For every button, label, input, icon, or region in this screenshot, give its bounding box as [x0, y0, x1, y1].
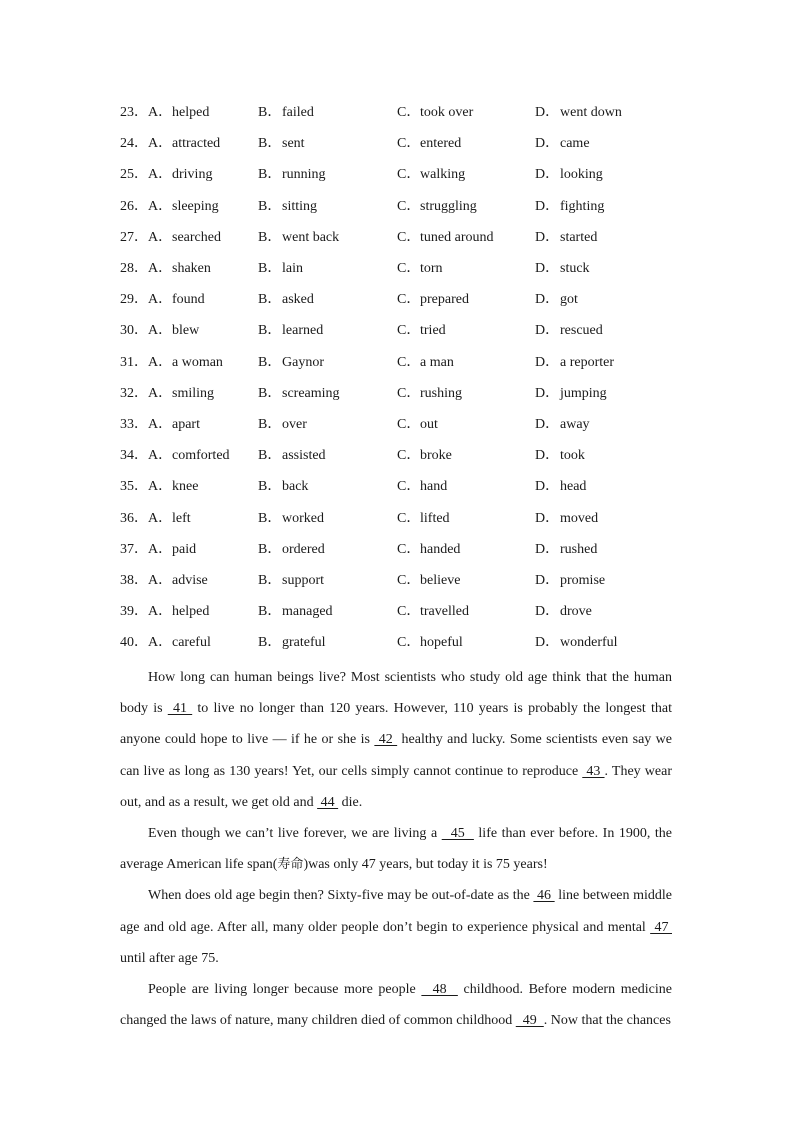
option-b-text: lain	[282, 261, 303, 276]
option-b-letter: B．	[258, 198, 282, 214]
option-d-letter: D．	[535, 448, 560, 464]
option-c-text: hopeful	[420, 635, 463, 651]
option-a-text: helped	[172, 604, 210, 620]
option-c-letter: C．	[397, 198, 421, 214]
option-row	[0, 228, 794, 259]
passage-text: die.	[338, 794, 363, 810]
option-a-text: driving	[172, 167, 213, 183]
option-d-text: rushed	[560, 541, 598, 557]
question-number: 26．A．	[120, 198, 173, 214]
option-c-text: travelled	[420, 604, 469, 620]
option-c-letter: C．	[397, 261, 421, 276]
option-c-text: lifted	[420, 510, 450, 526]
passage-text: . They wear out, and as a result, we get old and	[120, 763, 672, 810]
passage-text: healthy and lucky. Some scientists even say we can live as long as 130 years! Yet, our cells simply cannot continue to reproduce	[120, 732, 673, 779]
passage-text: to live no longer than 120 years. However, 110 years is probably the longest that anyone could hope to live — if he or she is	[120, 701, 673, 748]
option-b-text: worked	[282, 510, 324, 526]
option-c-letter: C．	[397, 385, 421, 401]
option-row	[0, 353, 794, 384]
option-b-letter: B．	[258, 292, 282, 308]
option-a-text: smiling	[172, 385, 215, 401]
option-b-text: assisted	[282, 448, 326, 464]
option-row	[0, 259, 794, 290]
passage-text: Even though we can’t live forever, we are living a	[148, 826, 442, 842]
option-row	[0, 446, 794, 477]
option-b-letter: B．	[258, 354, 282, 370]
passage-text: )was only 47 years, but today it is 75 years!	[303, 857, 548, 873]
option-c-letter: C．	[397, 105, 421, 120]
option-a-text: found	[172, 292, 205, 308]
option-b-letter: B．	[258, 105, 282, 120]
blank-43: 43	[582, 763, 605, 779]
option-b-letter: B．	[258, 417, 282, 432]
question-number: 36．A．	[120, 510, 173, 526]
option-b-letter: B．	[258, 136, 282, 152]
option-b-text: went back	[282, 229, 340, 245]
option-c-text: out	[420, 417, 438, 432]
option-c-text: hand	[420, 479, 448, 495]
option-c-letter: C．	[397, 136, 421, 152]
option-c-letter: C．	[397, 292, 421, 308]
option-c-letter: C．	[397, 604, 421, 620]
option-d-letter: D．	[535, 229, 560, 245]
option-b-letter: B．	[258, 261, 282, 276]
option-d-text: rescued	[560, 323, 603, 339]
question-number: 25．A．	[120, 167, 173, 183]
option-b-letter: B．	[258, 448, 282, 464]
option-b-text: managed	[282, 604, 333, 620]
option-row	[0, 134, 794, 165]
option-d-text: a reporter	[560, 354, 615, 370]
option-c-text: walking	[420, 167, 466, 183]
question-number: 27．A．	[120, 229, 173, 245]
option-b-text: grateful	[282, 635, 326, 651]
option-d-text: head	[560, 479, 587, 495]
option-row	[0, 477, 794, 508]
option-b-text: back	[282, 479, 309, 495]
question-number: 29．A．	[120, 292, 173, 308]
option-b-text: failed	[282, 105, 314, 120]
option-d-letter: D．	[535, 541, 560, 557]
option-c-text: rushing	[420, 385, 462, 401]
option-d-text: promise	[560, 573, 606, 588]
blank-41: 41	[167, 701, 193, 717]
option-b-letter: B．	[258, 510, 282, 526]
question-number: 33．A．	[120, 417, 173, 432]
passage-text: line between middle age and old age. After all, many older people don’t begin to experience physical and mental	[120, 888, 672, 935]
option-c-text: tried	[420, 323, 446, 339]
chinese-gloss: 寿命	[277, 857, 304, 873]
question-number: 28．A．	[120, 261, 173, 276]
option-row	[0, 384, 794, 415]
question-number: 38．A．	[120, 573, 173, 588]
blank-49: 49	[515, 1013, 544, 1029]
option-b-letter: B．	[258, 167, 282, 183]
option-a-text: shaken	[172, 261, 211, 276]
option-c-letter: C．	[397, 510, 421, 526]
blank-48: 48	[421, 982, 458, 998]
blank-47: 47	[650, 919, 672, 935]
question-number: 34．A．	[120, 448, 173, 464]
option-d-text: wonderful	[560, 635, 618, 651]
option-d-text: got	[560, 292, 578, 308]
question-number: 40．A．	[120, 635, 173, 651]
option-b-letter: B．	[258, 479, 282, 495]
option-b-text: sitting	[282, 198, 318, 214]
option-d-letter: D．	[535, 261, 560, 276]
question-number: 23．A．	[120, 105, 173, 120]
option-c-text: a man	[420, 354, 454, 370]
passage-text: When does old age begin then? Sixty-five may be out-of-date as the	[148, 888, 534, 904]
option-row	[0, 602, 794, 633]
option-d-text: drove	[560, 604, 592, 620]
option-c-letter: C．	[397, 417, 421, 432]
question-number: 32．A．	[120, 385, 173, 401]
option-b-text: sent	[282, 136, 305, 152]
option-d-letter: D．	[535, 167, 560, 183]
option-a-text: advise	[172, 573, 208, 588]
option-row	[0, 571, 794, 602]
passage-text: People are living longer because more people	[148, 982, 422, 998]
option-a-text: helped	[172, 105, 210, 120]
option-c-text: tuned around	[420, 229, 494, 245]
option-d-letter: D．	[535, 573, 560, 588]
option-d-letter: D．	[535, 385, 560, 401]
option-d-text: took	[560, 448, 585, 464]
option-row	[0, 103, 794, 134]
option-c-text: torn	[420, 261, 443, 276]
option-d-text: went down	[560, 105, 622, 120]
option-a-text: apart	[172, 417, 200, 432]
option-row	[0, 540, 794, 571]
option-c-letter: C．	[397, 573, 421, 588]
option-b-text: over	[282, 417, 307, 432]
option-row	[0, 165, 794, 196]
option-d-letter: D．	[535, 354, 560, 370]
option-a-text: searched	[172, 229, 221, 245]
option-b-text: ordered	[282, 541, 325, 557]
option-d-text: jumping	[560, 385, 607, 401]
option-c-letter: C．	[397, 635, 421, 651]
option-c-text: believe	[420, 573, 461, 588]
option-c-letter: C．	[397, 448, 421, 464]
blank-44: 44	[317, 794, 339, 810]
passage-text: childhood. Before modern medicine changed the laws of nature, many children died of common childhood	[120, 982, 673, 1029]
option-c-text: entered	[420, 136, 462, 152]
option-c-text: struggling	[420, 198, 477, 214]
option-b-letter: B．	[258, 541, 282, 557]
option-c-letter: C．	[397, 229, 421, 245]
option-b-letter: B．	[258, 385, 282, 401]
option-a-text: left	[172, 510, 191, 526]
option-row	[0, 321, 794, 352]
question-number: 39．A．	[120, 604, 173, 620]
option-c-text: prepared	[420, 292, 469, 308]
option-c-text: broke	[420, 448, 452, 464]
option-c-text: took over	[420, 105, 474, 120]
option-c-letter: C．	[397, 167, 421, 183]
option-d-letter: D．	[535, 105, 560, 120]
option-b-text: asked	[282, 292, 314, 308]
question-number: 24．A．	[120, 136, 173, 152]
option-b-text: learned	[282, 323, 324, 339]
option-b-text: support	[282, 573, 324, 588]
passage-text: life than ever before. In 1900, the average American life span(	[120, 826, 672, 873]
option-b-text: Gaynor	[282, 354, 324, 370]
passage-paragraph-2	[120, 818, 672, 880]
blank-46: 46	[533, 888, 555, 904]
question-number: 30．A．	[120, 323, 173, 339]
option-b-text: running	[282, 167, 326, 183]
option-row	[0, 290, 794, 321]
option-b-letter: B．	[258, 229, 282, 245]
option-a-text: knee	[172, 479, 199, 495]
option-row	[0, 415, 794, 446]
option-d-letter: D．	[535, 479, 560, 495]
option-d-text: moved	[560, 510, 599, 526]
reading-passage	[120, 662, 672, 1036]
option-b-letter: B．	[258, 635, 282, 651]
option-c-letter: C．	[397, 354, 421, 370]
option-b-letter: B．	[258, 573, 282, 588]
option-c-letter: C．	[397, 479, 421, 495]
option-a-text: comforted	[172, 448, 230, 464]
passage-text: How long can human beings live? Most scientists who study old age think that the human body is	[120, 670, 672, 717]
option-d-text: stuck	[560, 261, 590, 276]
question-number: 31．A．	[120, 354, 173, 370]
option-d-letter: D．	[535, 198, 560, 214]
option-a-text: sleeping	[172, 198, 219, 214]
option-c-letter: C．	[397, 541, 421, 557]
option-d-letter: D．	[535, 604, 560, 620]
option-d-text: fighting	[560, 198, 605, 214]
option-d-letter: D．	[535, 635, 560, 651]
option-d-text: started	[560, 229, 598, 245]
passage-paragraph-1	[120, 662, 672, 818]
option-b-letter: B．	[258, 604, 282, 620]
option-a-text: blew	[172, 323, 200, 339]
option-c-letter: C．	[397, 323, 421, 339]
blank-42: 42	[374, 732, 398, 748]
option-a-text: a woman	[172, 354, 223, 370]
option-d-letter: D．	[535, 417, 560, 432]
option-a-text: attracted	[172, 136, 221, 152]
option-row	[0, 197, 794, 228]
option-d-text: away	[560, 417, 590, 432]
option-b-letter: B．	[258, 323, 282, 339]
option-d-letter: D．	[535, 510, 560, 526]
option-d-letter: D．	[535, 323, 560, 339]
option-row	[0, 633, 794, 664]
passage-paragraph-4	[120, 974, 672, 1036]
passage-text: . Now that the chances	[543, 1013, 671, 1029]
option-d-letter: D．	[535, 292, 560, 308]
option-a-text: paid	[172, 541, 197, 557]
option-d-text: came	[560, 136, 590, 152]
option-c-text: handed	[420, 541, 461, 557]
option-d-letter: D．	[535, 136, 560, 152]
option-d-text: looking	[560, 167, 603, 183]
question-number: 37．A．	[120, 541, 173, 557]
passage-text: until after age 75.	[120, 950, 219, 966]
option-a-text: careful	[172, 635, 211, 651]
passage-paragraph-3	[120, 880, 672, 974]
question-number: 35．A．	[120, 479, 173, 495]
blank-45: 45	[441, 826, 474, 842]
option-b-text: screaming	[282, 385, 340, 401]
option-row	[0, 509, 794, 540]
